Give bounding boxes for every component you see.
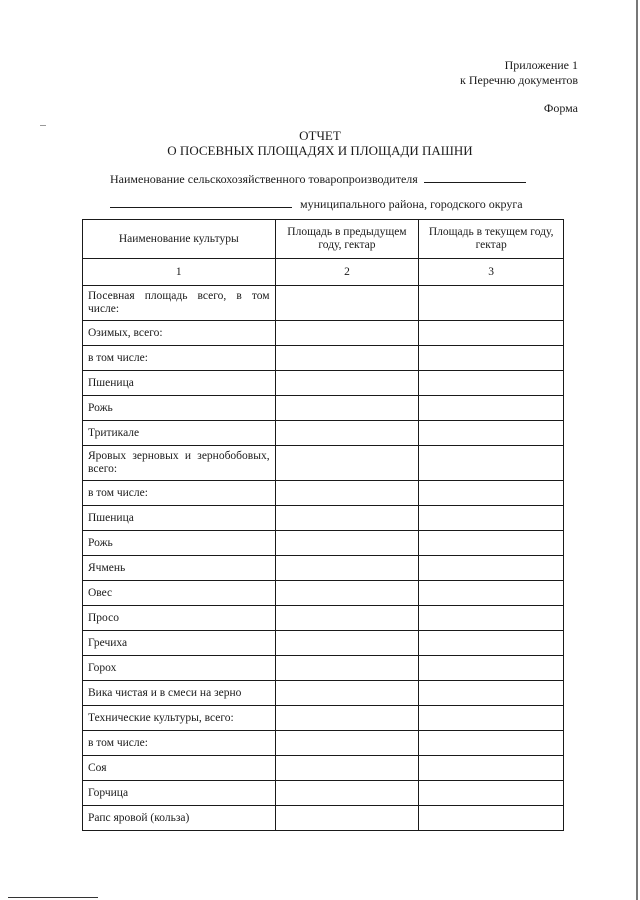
crop-name-cell: Гречиха	[83, 631, 276, 656]
current-year-area-cell[interactable]	[419, 756, 564, 781]
district-blank[interactable]	[110, 197, 292, 208]
crop-name-cell: Пшеница	[83, 506, 276, 531]
crop-name-cell: Овес	[83, 581, 276, 606]
sown-area-table	[82, 219, 564, 831]
crop-name-cell: в том числе:	[83, 481, 276, 506]
prev-year-area-cell[interactable]	[275, 656, 419, 681]
current-year-area-cell[interactable]	[419, 656, 564, 681]
table-row	[83, 731, 564, 756]
current-year-area-cell[interactable]	[419, 781, 564, 806]
producer-field	[110, 172, 526, 187]
current-year-area-cell[interactable]	[419, 346, 564, 371]
table-row	[83, 781, 564, 806]
current-year-area-cell[interactable]	[419, 446, 564, 481]
current-year-area-cell[interactable]	[419, 606, 564, 631]
prev-year-area-cell[interactable]	[275, 556, 419, 581]
table-row	[83, 806, 564, 831]
current-year-area-cell[interactable]	[419, 556, 564, 581]
table-row	[83, 681, 564, 706]
current-year-area-cell[interactable]	[419, 396, 564, 421]
appendix-note	[460, 58, 578, 88]
table-row	[83, 446, 564, 481]
crop-name-cell: Горох	[83, 656, 276, 681]
table-row	[83, 556, 564, 581]
form-label: Форма	[543, 101, 578, 115]
prev-year-area-cell[interactable]	[275, 631, 419, 656]
prev-year-area-cell[interactable]	[275, 706, 419, 731]
current-year-area-cell[interactable]	[419, 531, 564, 556]
prev-year-area-cell[interactable]	[275, 606, 419, 631]
district-label: муниципального района, городского округа	[300, 197, 523, 211]
prev-year-area-cell[interactable]	[275, 321, 419, 346]
column-header-prev-year: Площадь в предыдущем году, гектар	[275, 220, 419, 259]
prev-year-area-cell[interactable]	[275, 396, 419, 421]
table-row	[83, 531, 564, 556]
crop-name-cell: Рожь	[83, 531, 276, 556]
current-year-area-cell[interactable]	[419, 706, 564, 731]
crop-name-cell: Просо	[83, 606, 276, 631]
prev-year-area-cell[interactable]	[275, 756, 419, 781]
prev-year-area-cell[interactable]	[275, 346, 419, 371]
table-row	[83, 706, 564, 731]
prev-year-area-cell[interactable]	[275, 421, 419, 446]
crop-name-cell: Рожь	[83, 396, 276, 421]
producer-blank[interactable]	[424, 172, 526, 183]
current-year-area-cell[interactable]	[419, 806, 564, 831]
table-row	[83, 606, 564, 631]
page-edge-line	[8, 897, 98, 898]
table-row	[83, 346, 564, 371]
prev-year-area-cell[interactable]	[275, 681, 419, 706]
current-year-area-cell[interactable]	[419, 681, 564, 706]
table-row	[83, 321, 564, 346]
column-number: 3	[419, 259, 564, 286]
appendix-line-1: Приложение 1	[504, 58, 578, 72]
prev-year-area-cell[interactable]	[275, 481, 419, 506]
report-title	[160, 128, 480, 158]
current-year-area-cell[interactable]	[419, 581, 564, 606]
crop-name-cell: Технические культуры, всего:	[83, 706, 276, 731]
table-row	[83, 481, 564, 506]
crop-name-cell: Озимых, всего:	[83, 321, 276, 346]
title-line-2: О ПОСЕВНЫХ ПЛОЩАДЯХ И ПЛОЩАДИ ПАШНИ	[167, 143, 473, 158]
current-year-area-cell[interactable]	[419, 421, 564, 446]
current-year-area-cell[interactable]	[419, 481, 564, 506]
prev-year-area-cell[interactable]	[275, 286, 419, 321]
crop-name-cell: в том числе:	[83, 731, 276, 756]
prev-year-area-cell[interactable]	[275, 581, 419, 606]
crop-name-cell: Ячмень	[83, 556, 276, 581]
producer-label: Наименование сельскохозяйственного товаропроизводителя	[110, 172, 418, 186]
current-year-area-cell[interactable]	[419, 371, 564, 396]
prev-year-area-cell[interactable]	[275, 806, 419, 831]
prev-year-area-cell[interactable]	[275, 781, 419, 806]
table-row	[83, 371, 564, 396]
crop-name-cell: в том числе:	[83, 346, 276, 371]
crop-name-cell: Вика чистая и в смеси на зерно	[83, 681, 276, 706]
column-number: 1	[83, 259, 276, 286]
table-header-row	[83, 220, 564, 259]
title-line-1: ОТЧЕТ	[299, 128, 341, 143]
crop-name-cell: Тритикале	[83, 421, 276, 446]
table-row	[83, 581, 564, 606]
table-row	[83, 396, 564, 421]
prev-year-area-cell[interactable]	[275, 506, 419, 531]
scan-edge	[636, 0, 638, 900]
crop-name-cell: Горчица	[83, 781, 276, 806]
table-row	[83, 631, 564, 656]
table-row	[83, 656, 564, 681]
current-year-area-cell[interactable]	[419, 286, 564, 321]
crop-name-cell: Яровых зерновых и зернобобовых, всего:	[83, 446, 276, 481]
crop-name-cell: Соя	[83, 756, 276, 781]
column-number: 2	[275, 259, 419, 286]
prev-year-area-cell[interactable]	[275, 531, 419, 556]
column-header-current-year: Площадь в текущем году, гектар	[419, 220, 564, 259]
crop-name-cell: Рапс яровой (кольза)	[83, 806, 276, 831]
crop-name-cell: Посевная площадь всего, в том числе:	[83, 286, 276, 321]
current-year-area-cell[interactable]	[419, 631, 564, 656]
prev-year-area-cell[interactable]	[275, 446, 419, 481]
column-number-row	[83, 259, 564, 286]
appendix-line-2: к Перечню документов	[460, 73, 578, 87]
district-field	[110, 197, 523, 212]
column-header-crop: Наименование культуры	[83, 220, 276, 259]
scan-mark	[40, 125, 46, 126]
table-row	[83, 421, 564, 446]
table-row	[83, 506, 564, 531]
prev-year-area-cell[interactable]	[275, 371, 419, 396]
current-year-area-cell[interactable]	[419, 321, 564, 346]
prev-year-area-cell[interactable]	[275, 731, 419, 756]
table-row	[83, 756, 564, 781]
crop-name-cell: Пшеница	[83, 371, 276, 396]
table-row	[83, 286, 564, 321]
current-year-area-cell[interactable]	[419, 731, 564, 756]
current-year-area-cell[interactable]	[419, 506, 564, 531]
